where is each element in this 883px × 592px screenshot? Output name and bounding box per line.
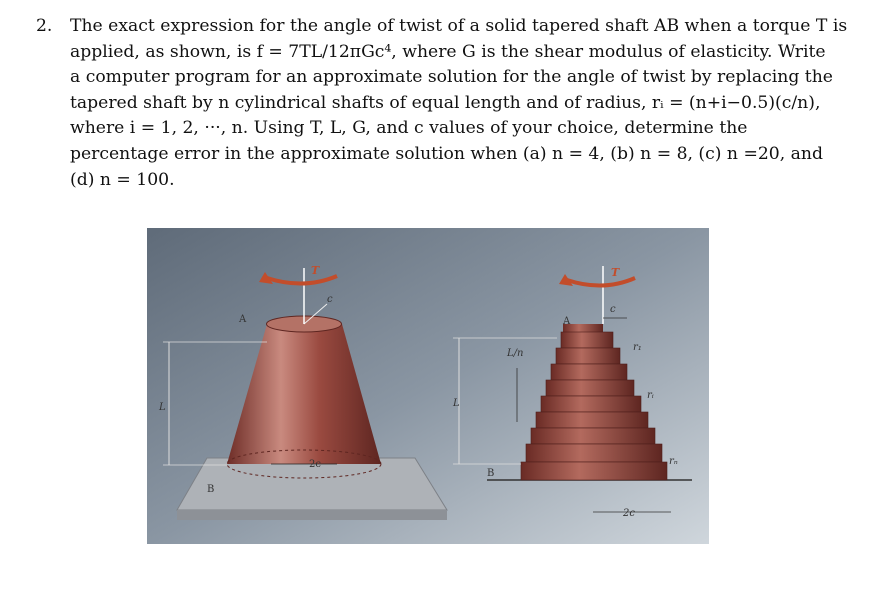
problem-number: 2. (36, 16, 53, 36)
tapered-shaft-figure (147, 228, 709, 544)
shaft-step (551, 364, 627, 380)
problem-line: where i = 1, 2, ···, n. Using T, L, G, and c values of your choice, determine the (70, 118, 748, 139)
figure-drawing (147, 228, 709, 544)
problem-text (70, 14, 848, 193)
problem-line: (d) n = 100. (70, 169, 175, 190)
right-label-r1: r₁ (633, 342, 642, 353)
right-label-ri: rᵢ (647, 390, 654, 401)
left-label-length: L (159, 402, 166, 413)
left-base-edge (177, 510, 447, 520)
shaft-step (541, 396, 641, 412)
problem-line: The exact expression for the angle of twist of a solid tapered shaft AB when a torque T is (70, 16, 848, 36)
shaft-step (556, 348, 620, 364)
right-label-length: L (453, 398, 460, 409)
right-label-top-radius: c (610, 304, 616, 315)
problem-line: tapered shaft by n cylindrical shafts of equal length and of radius, rᵢ = (n+i−0.5)(c/n), (70, 92, 821, 113)
shaft-step (536, 412, 648, 428)
left-label-top-radius: c (327, 294, 333, 305)
problem-line: a computer program for an approximate solution for the angle of twist by replacing the (70, 67, 833, 88)
right-label-end-b: B (487, 468, 495, 479)
right-label-torque: T (611, 266, 620, 279)
problem-line: percentage error in the approximate solution when (a) n = 4, (b) n = 8, (c) n =20, and (70, 143, 823, 164)
shaft-step (526, 444, 662, 462)
shaft-step (546, 380, 634, 396)
left-label-end-b: B (207, 484, 215, 495)
left-label-torque: T (311, 264, 320, 277)
left-label-end-a: A (239, 314, 247, 325)
right-label-rn: rₙ (669, 456, 678, 467)
right-label-base-width: 2c (623, 508, 635, 519)
left-label-base-diameter: 2c (309, 459, 321, 470)
shaft-step (561, 332, 613, 348)
right-label-end-a: A (563, 316, 571, 327)
right-label-segment: L/n (507, 348, 524, 359)
problem-statement (36, 14, 848, 193)
problem-line: applied, as shown, is f = 7TL/12πGc⁴, where G is the shear modulus of elasticity. Write (70, 41, 826, 62)
shaft-step (521, 462, 667, 480)
shaft-step (531, 428, 655, 444)
